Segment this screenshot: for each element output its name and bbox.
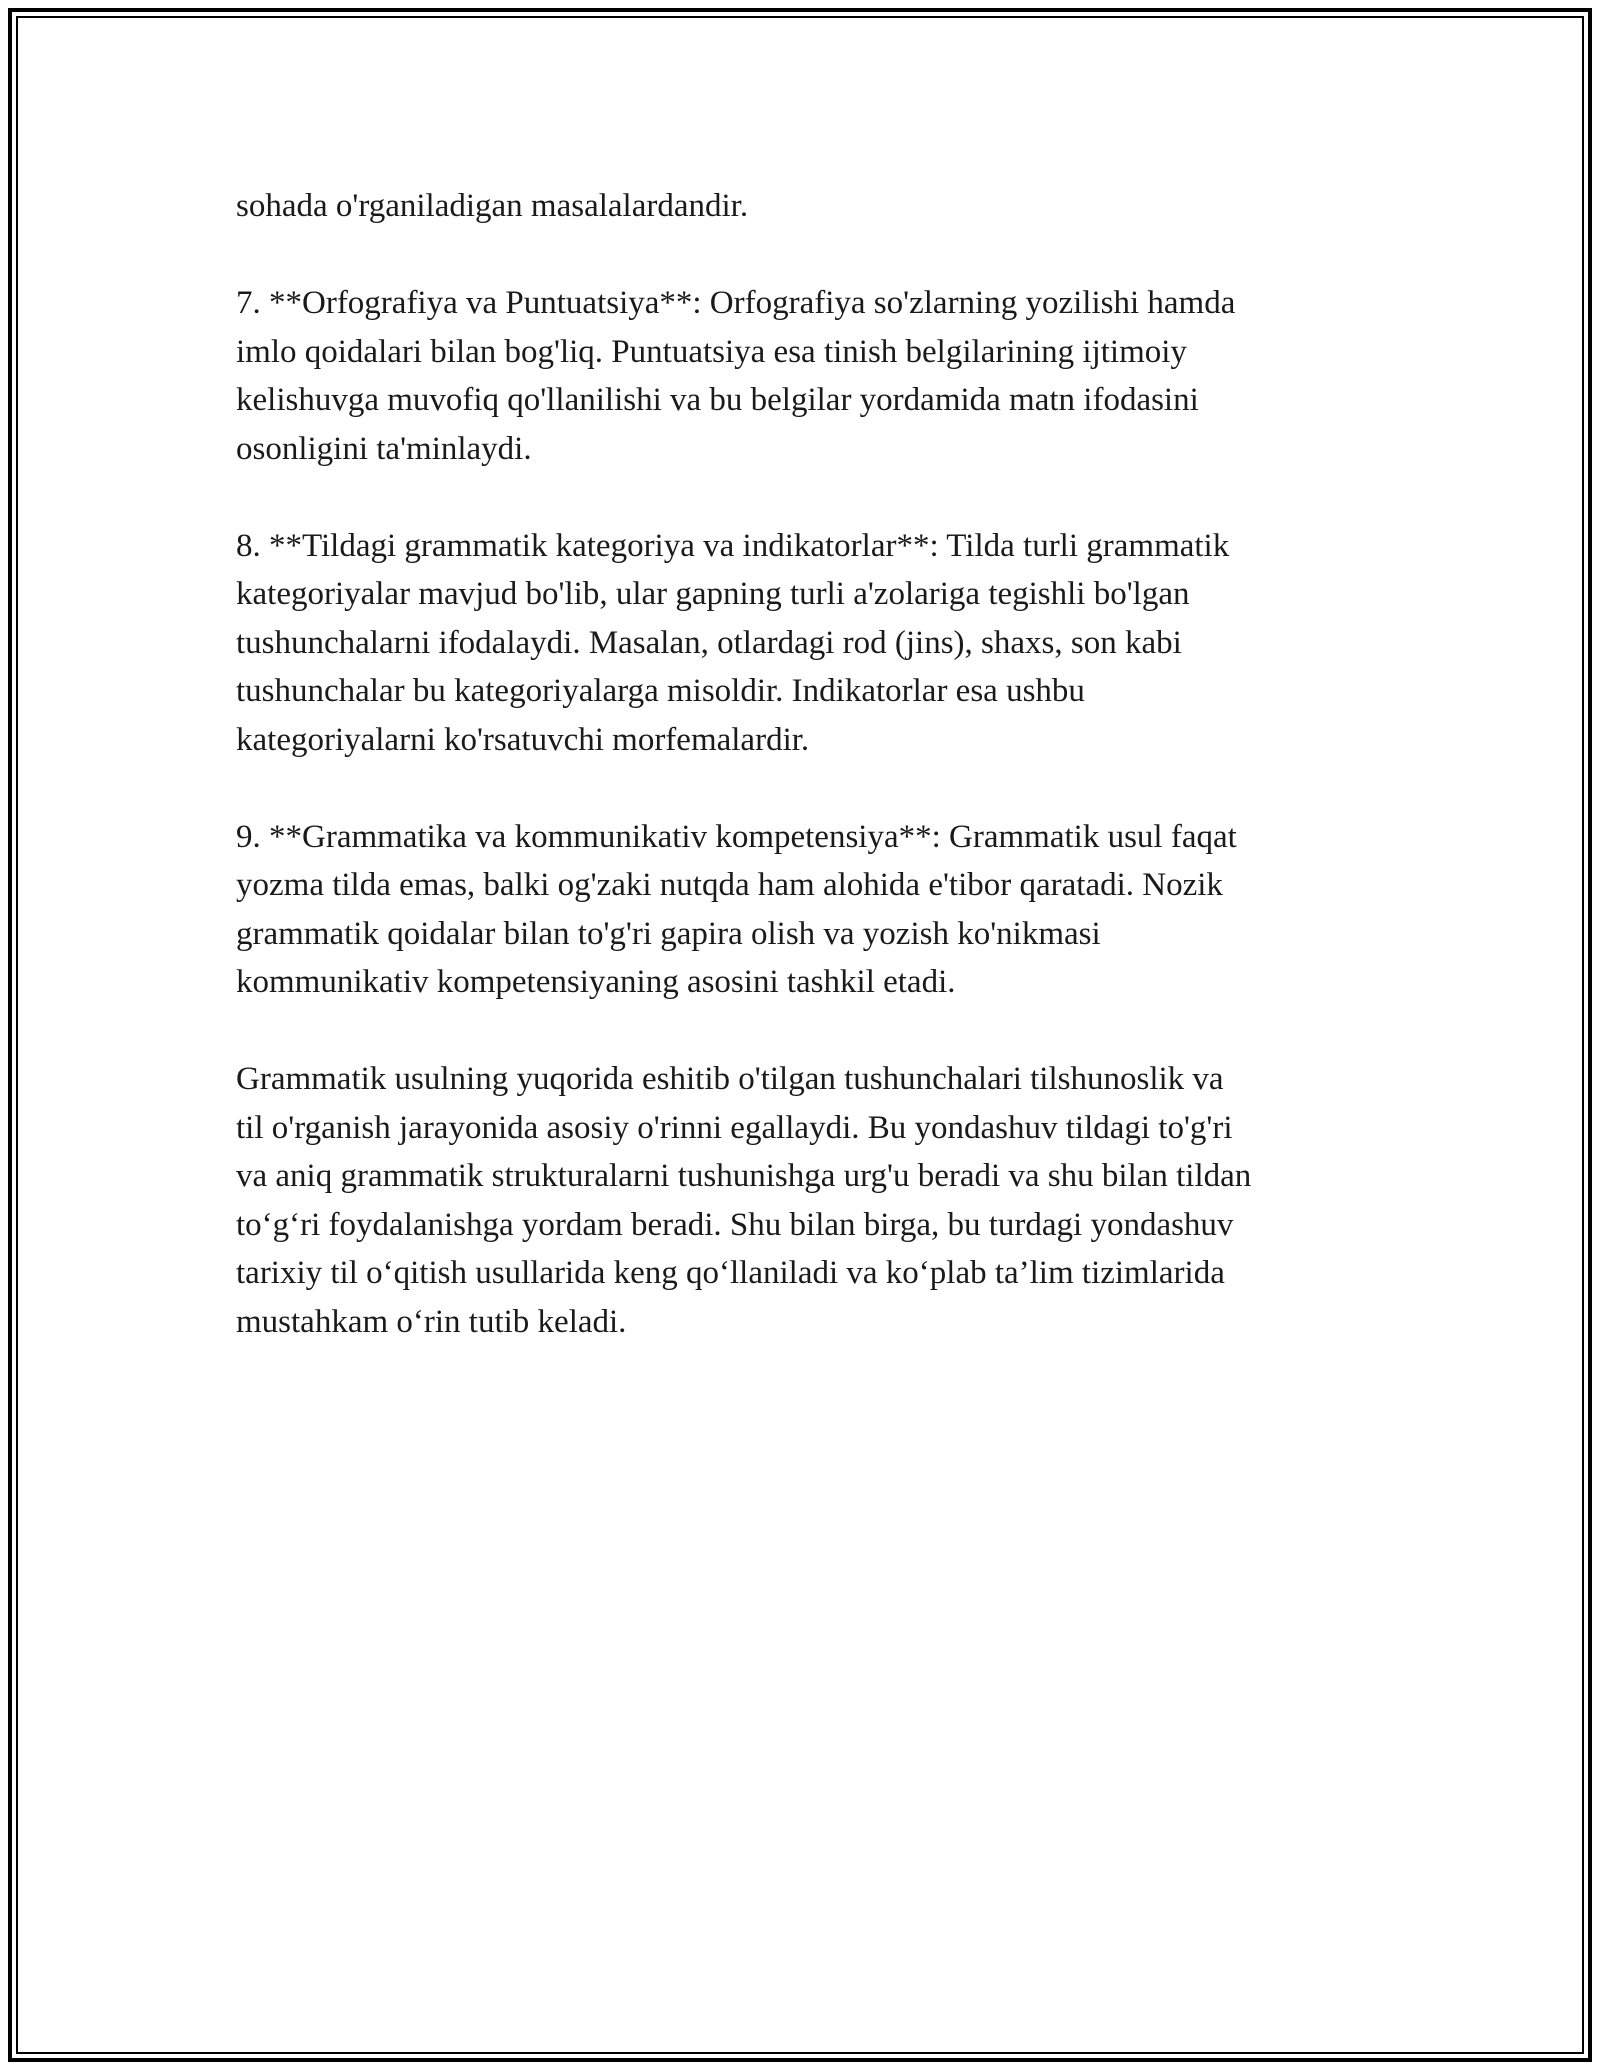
paragraph-conclusion: Grammatik usulning yuqorida eshitib o'tilgan tushunchalari tilshunoslik va til o'rganish jarayonida asosiy o'rinni egallaydi. Bu yondashuv tildagi to'g'ri va aniq grammatik strukturalarni tushunishga urg'u beradi va shu bilan tildan to‘g‘ri foydalanishga yordam beradi. Shu bilan birga, bu turdagi yondashuv tarixiy til o‘qitish usullarida keng qo‘llaniladi va ko‘plab ta’lim tizimlarida mustahkam o‘rin tutib keladi.	[236, 1061, 1252, 1340]
paragraph-continuation: sohada o'rganiladigan masalalardandir.	[236, 188, 749, 224]
paragraph-item-8: 8. **Tildagi grammatik kategoriya va indikatorlar**: Tilda turli grammatik kategoriyalar mavjud bo'lib, ular gapning turli a'zolariga tegishli bo'lgan tushunchalarni ifodalaydi. Masalan, otlardagi rod (jins), shaxs, son kabi tushunchalar bu kategoriyalarga misoldir. Indikatorlar esa ushbu kategoriyalarni ko'rsatuvchi morfemalardir.	[236, 527, 1230, 758]
paragraph-item-9: 9. **Grammatika va kommunikativ kompetensiya**: Grammatik usul faqat yozma tilda emas, balki og'zaki nutqda ham alohida e'tibor qaratadi. Nozik grammatik qoidalar bilan to'g'ri gapira olish va yozish ko'nikmasi kommunikativ kompetensiyaning asosini tashkil etadi.	[236, 818, 1237, 1000]
paragraph-item-7: 7. **Orfografiya va Puntuatsiya**: Orfografiya so'zlarning yozilishi hamda imlo qoidalari bilan bog'liq. Puntuatsiya esa tinish belgilarining ijtimoiy kelishuvga muvofiq qo'llanilishi va bu belgilar yordamida matn ifodasini osonligini ta'minlaydi.	[236, 285, 1236, 467]
document-body	[236, 182, 1386, 1346]
